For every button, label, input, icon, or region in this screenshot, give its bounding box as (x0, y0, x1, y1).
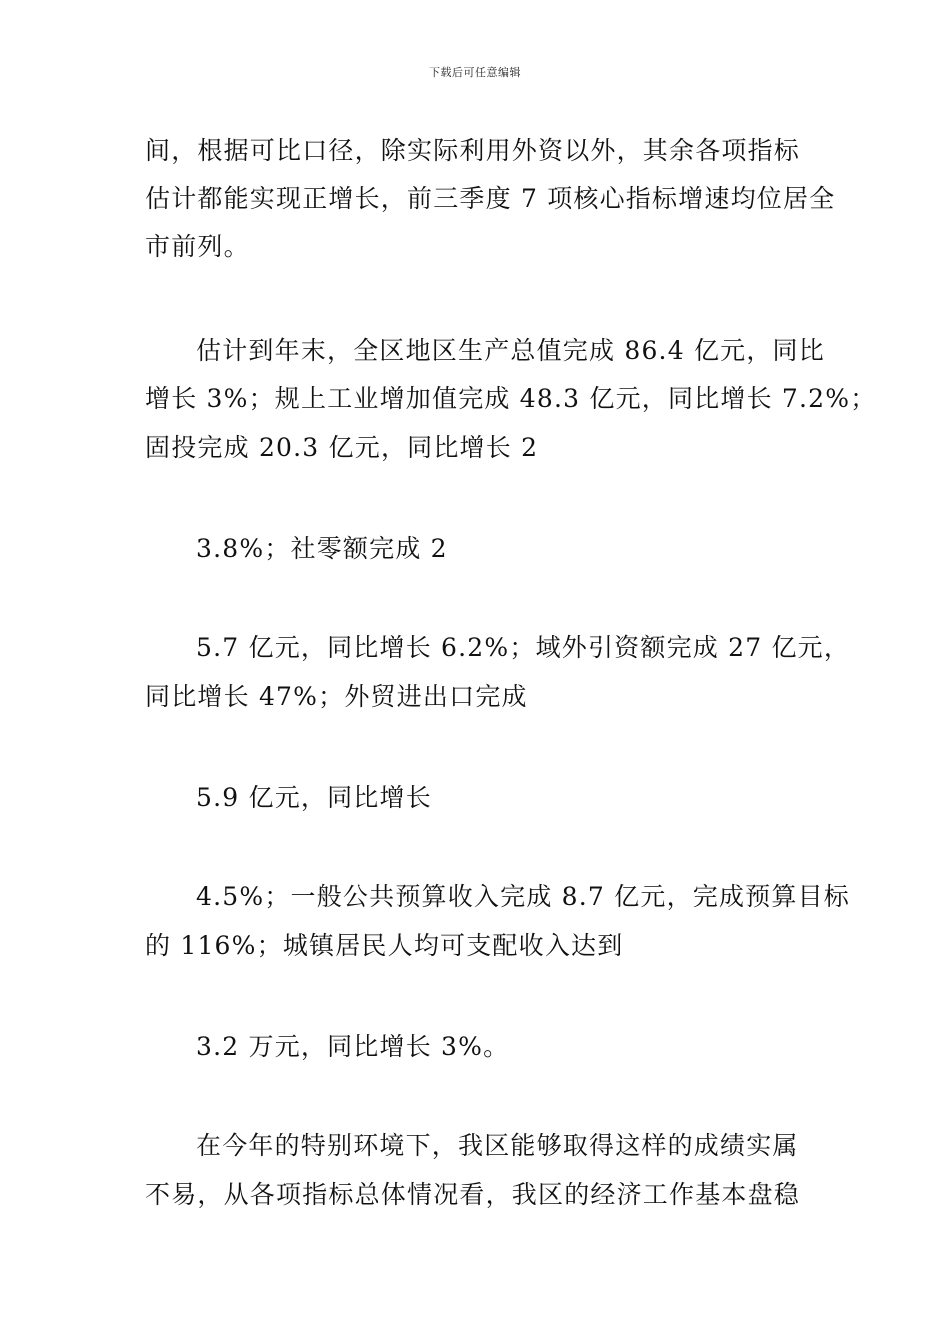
page-header: 下载后可任意编辑 (429, 66, 521, 79)
body-line: 不易，从各项指标总体情况看，我区的经济工作基本盘稳 (145, 1180, 801, 1209)
body-line: 固投完成 20.3 亿元，同比增长 2 (145, 433, 539, 462)
body-line: 3.2 万元，同比增长 3%。 (196, 1032, 510, 1061)
body-line: 5.7 亿元，同比增长 6.2%；域外引资额完成 27 亿元， (196, 633, 851, 662)
body-line: 4.5%；一般公共预算收入完成 8.7 亿元，完成预算目标 (196, 882, 850, 911)
body-line: 市前列。 (145, 232, 250, 261)
body-line: 估计到年末，全区地区生产总值完成 86.4 亿元，同比 (196, 336, 825, 365)
body-line: 的 116%；城镇居民人均可支配收入达到 (145, 931, 624, 960)
body-line: 增长 3%；规上工业增加值完成 48.3 亿元，同比增长 7.2%； (145, 384, 877, 413)
body-line: 5.9 亿元，同比增长 (196, 783, 432, 812)
body-line: 在今年的特别环境下，我区能够取得这样的成绩实属 (196, 1131, 799, 1160)
body-line: 3.8%；社零额完成 2 (196, 534, 448, 563)
body-line: 同比增长 47%；外贸进出口完成 (145, 682, 528, 711)
body-line: 估计都能实现正增长，前三季度 7 项核心指标增速均位居全 (145, 184, 836, 213)
body-line: 间，根据可比口径，除实际利用外资以外，其余各项指标 (145, 136, 801, 165)
